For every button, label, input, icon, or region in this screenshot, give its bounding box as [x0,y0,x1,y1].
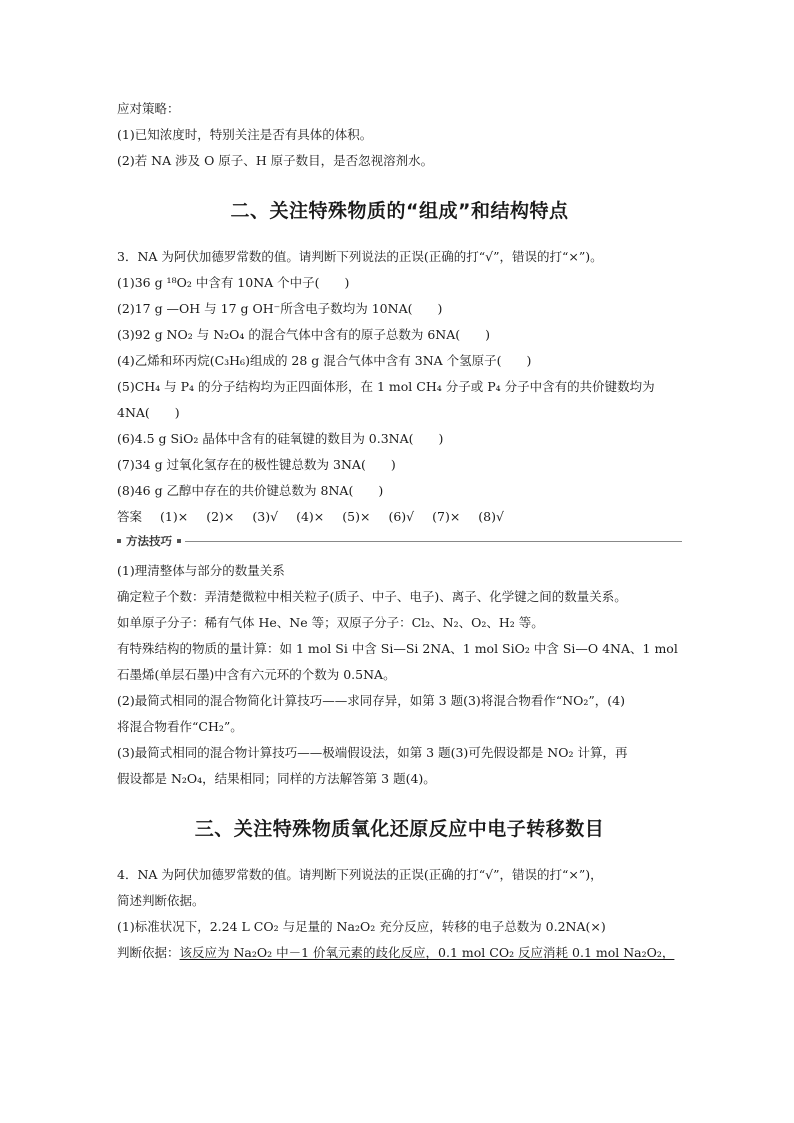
method-line-9: 假设都是 N₂O₄，结果相同；同样的方法解答第 3 题(4)。 [117,771,436,786]
q4-stem-cont: 简述判断依据。 [117,893,205,908]
method-tips-label: 方法技巧 [126,534,172,548]
q3-item-5: (5)CH₄ 与 P₄ 的分子结构均为正四面体形，在 1 mol CH₄ 分子或 P₄ 分子中含有的共价键数均为 [117,379,655,394]
method-line-5: 石墨烯(单层石墨)中含有六元环的个数为 0.5NA。 [117,667,396,682]
answer-1: (1)× [160,509,189,524]
basis-label: 判断依据： [117,945,180,960]
q3-item-5-cont: 4NA( ) [117,405,180,420]
q4-item-1: (1)标准状况下，2.24 L CO₂ 与足量的 Na₂O₂ 充分反应，转移的电子总数为 0.2NA(×) [117,919,606,934]
page-content [117,96,682,966]
q3-item-4: (4)乙烯和环丙烷(C₃H₆)组成的 28 g 混合气体中含有 3NA 个氢原子( ) [117,353,532,368]
answer-7: (7)× [432,509,461,524]
method-line-4: 有特殊结构的物质的量计算：如 1 mol Si 中含 Si—Si 2NA、1 mol SiO₂ 中含 Si—O 4NA、1 mol [117,641,678,656]
section-title-3: 三、关注特殊物质氧化还原反应中电子转移数目 [194,818,605,840]
q4-basis [117,940,682,966]
q3-item-3: (3)92 g NO₂ 与 N₂O₄ 的混合气体中含有的原子总数为 6NA( ) [117,327,491,342]
q4-stem: 4．NA 为阿伏加德罗常数的值。请判断下列说法的正误(正确的打“√”，错误的打“×”)， [117,867,603,882]
strategy-item-2: (2)若 NA 涉及 O 原子、H 原子数目，是否忽视溶剂水。 [117,153,434,168]
answer-4: (4)× [296,509,325,524]
strategy-heading: 应对策略： [117,101,180,116]
square-bullet-icon [177,539,181,543]
strategy-item-1: (1)已知浓度时，特别关注是否有具体的体积。 [117,127,373,142]
q3-item-7: (7)34 g 过氧化氢存在的极性键总数为 3NA( ) [117,457,396,472]
answer-8: (8)√ [478,509,504,524]
method-line-7: 将混合物看作“CH₂”。 [117,719,243,734]
q3-item-8: (8)46 g 乙醇中存在的共价键总数为 8NA( ) [117,483,384,498]
q3-item-1: (1)36 g ¹⁸O₂ 中含有 10NA 个中子( ) [117,275,350,290]
answer-row [117,504,682,530]
answer-2: (2)× [206,509,235,524]
q3-stem: 3．NA 为阿伏加德罗常数的值。请判断下列说法的正误(正确的打“√”，错误的打“×”)。 [117,249,603,264]
section-title-2: 二、关注特殊物质的“组成”和结构特点 [230,200,569,222]
answer-5: (5)× [342,509,371,524]
method-line-2: 确定粒子个数：弄清楚微粒中相关粒子(质子、中子、电子)、离子、化学键之间的数量关系。 [117,589,627,604]
q3-item-6: (6)4.5 g SiO₂ 晶体中含有的硅氧键的数目为 0.3NA( ) [117,431,444,446]
basis-text: 该反应为 Na₂O₂ 中－1 价氧元素的歧化反应，0.1 mol CO₂ 反应消耗 0.1 mol Na₂O₂， [179,945,675,960]
method-line-1: (1)理清整体与部分的数量关系 [117,563,285,578]
method-line-8: (3)最简式相同的混合物计算技巧——极端假设法，如第 3 题(3)可先假设都是 NO₂ 计算，再 [117,745,628,760]
answer-6: (6)√ [388,509,415,524]
divider-line [185,541,682,542]
method-line-3: 如单原子分子：稀有气体 He、Ne 等；双原子分子：Cl₂、N₂、O₂、H₂ 等。 [117,615,544,630]
method-line-6: (2)最简式相同的混合物简化计算技巧——求同存异，如第 3 题(3)将混合物看作“NO₂”，(4) [117,693,625,708]
answer-3: (3)√ [252,509,279,524]
answer-label: 答案 [117,509,143,524]
method-tips-divider [117,532,682,550]
q3-item-2: (2)17 g —OH 与 17 g OH⁻所含电子数均为 10NA( ) [117,301,443,316]
square-bullet-icon [117,539,121,543]
